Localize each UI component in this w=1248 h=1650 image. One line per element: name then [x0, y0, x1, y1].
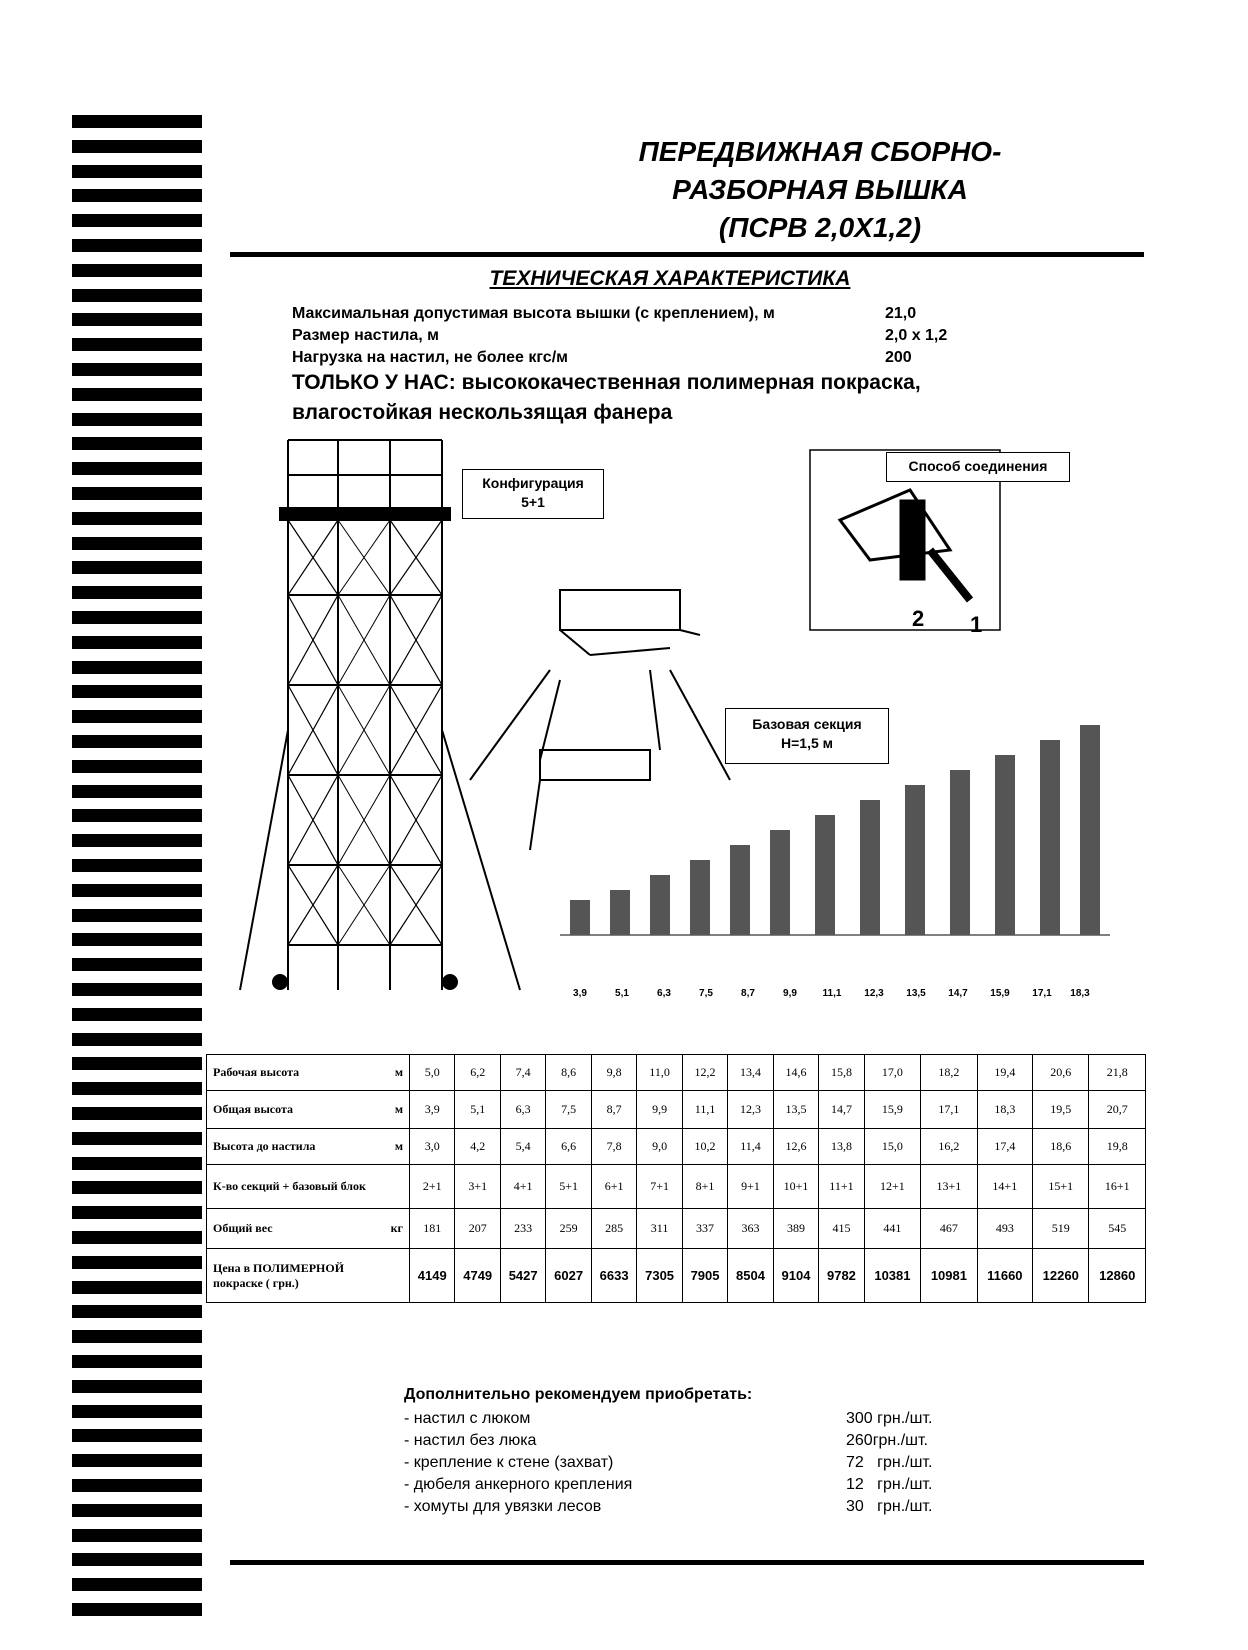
tower-height-label: 8,7: [741, 988, 755, 999]
stripe: [72, 1132, 202, 1145]
stripe: [72, 586, 202, 599]
stripe: [72, 388, 202, 401]
accessory-name: - настил без люка: [404, 1432, 537, 1449]
table-cell: 363: [728, 1209, 773, 1249]
table-cell: 12,2: [682, 1055, 727, 1091]
spec-value-height: 21,0: [885, 305, 917, 322]
table-cell: 11660: [977, 1249, 1032, 1303]
stripe: [72, 437, 202, 450]
table-cell: 18,2: [921, 1055, 977, 1091]
label-number-1: 1: [970, 612, 983, 637]
accessory-name: - дюбеля анкерного крепления: [404, 1476, 633, 1493]
table-cell: 17,0: [864, 1055, 920, 1091]
table-cell: 13,8: [819, 1129, 864, 1165]
stripe: [72, 760, 202, 773]
tall-tower-drawing: [240, 440, 520, 990]
table-cell: 9,8: [591, 1055, 636, 1091]
accessory-name: - хомуты для увязки лесов: [404, 1498, 602, 1515]
stripe: [72, 165, 202, 178]
tower-height-label: 5,1: [615, 988, 629, 999]
table-cell: 6027: [546, 1249, 591, 1303]
stripe: [72, 884, 202, 897]
scaffold-illustration: [230, 430, 1150, 1020]
stripe: [72, 1057, 202, 1070]
stripe: [72, 1008, 202, 1021]
accessory-name: - настил с люком: [404, 1410, 531, 1427]
stripe: [72, 710, 202, 723]
tower-height-label: 9,9: [783, 988, 797, 999]
accessory-price: 12 грн./шт.: [846, 1476, 933, 1493]
stripe: [72, 809, 202, 822]
table-cell: 13,5: [773, 1091, 818, 1129]
stripe: [72, 1231, 202, 1244]
stripe: [72, 636, 202, 649]
stripe: [72, 859, 202, 872]
stripe: [72, 785, 202, 798]
table-cell: 441: [864, 1209, 920, 1249]
table-row: [207, 1055, 1146, 1091]
table-cell: 10,2: [682, 1129, 727, 1165]
table-cell: 5,1: [455, 1091, 500, 1129]
decorative-stripes: [72, 115, 202, 1635]
spec-value-deck: 2,0 х 1,2: [885, 327, 948, 344]
stripe: [72, 189, 202, 202]
table-cell: 17,4: [977, 1129, 1032, 1165]
stripe: [72, 239, 202, 252]
row-label: Общая высота: [207, 1091, 384, 1129]
top-rule: [230, 252, 1144, 257]
table-cell: 6+1: [591, 1165, 636, 1209]
table-cell: 15+1: [1033, 1165, 1089, 1209]
label-number-2: 2: [912, 606, 925, 631]
section-drawing: [470, 590, 730, 850]
table-cell: 3,0: [410, 1129, 455, 1165]
stripe: [72, 1256, 202, 1269]
table-cell: 10381: [864, 1249, 920, 1303]
stripe: [72, 1578, 202, 1591]
row-unit: кг: [383, 1209, 410, 1249]
table-cell: 4149: [410, 1249, 455, 1303]
table-cell: 8+1: [682, 1165, 727, 1209]
clamp-drawing: [840, 490, 970, 600]
accessory-name: - крепление к стене (захват): [404, 1454, 614, 1471]
tower-height-label: 12,3: [864, 988, 884, 999]
table-cell: 14+1: [977, 1165, 1032, 1209]
table-cell: 18,6: [1033, 1129, 1089, 1165]
specs-table: [206, 1054, 1146, 1303]
stripe: [72, 735, 202, 748]
accessory-price: 30 грн./шт.: [846, 1498, 933, 1515]
table-cell: 9104: [773, 1249, 818, 1303]
stripe: [72, 1082, 202, 1095]
stripe: [72, 561, 202, 574]
stripe: [72, 1206, 202, 1219]
tower-height-label: 13,5: [906, 988, 926, 999]
table-cell: 2+1: [410, 1165, 455, 1209]
table-cell: 8504: [728, 1249, 773, 1303]
table-cell: 16+1: [1089, 1165, 1146, 1209]
stripe: [72, 611, 202, 624]
stripe: [72, 1529, 202, 1542]
title-line-1: ПЕРЕДВИЖНАЯ СБОРНО-: [638, 136, 1002, 167]
stripe: [72, 338, 202, 351]
tower-height-label: 14,7: [948, 988, 968, 999]
table-cell: 7,8: [591, 1129, 636, 1165]
stripe: [72, 958, 202, 971]
stripe: [72, 413, 202, 426]
config-caption: [462, 469, 604, 519]
table-row: [207, 1209, 1146, 1249]
table-cell: 11,0: [637, 1055, 682, 1091]
table-row: [207, 1165, 1146, 1209]
table-cell: 7905: [682, 1249, 727, 1303]
stripe: [72, 487, 202, 500]
table-cell: 3+1: [455, 1165, 500, 1209]
table-cell: 5+1: [546, 1165, 591, 1209]
tower-height-label: 17,1: [1032, 988, 1052, 999]
table-cell: 21,8: [1089, 1055, 1146, 1091]
table-cell: 9,9: [637, 1091, 682, 1129]
stripe: [72, 214, 202, 227]
table-cell: 545: [1089, 1209, 1146, 1249]
tower-height-label: 3,9: [573, 988, 587, 999]
stripe: [72, 1380, 202, 1393]
table-cell: 5,4: [500, 1129, 545, 1165]
table-cell: 7,4: [500, 1055, 545, 1091]
accessory-price: 72 грн./шт.: [846, 1454, 933, 1471]
table-cell: 10981: [921, 1249, 977, 1303]
table-cell: 12860: [1089, 1249, 1146, 1303]
title-line-3: (ПСРВ 2,0Х1,2): [718, 212, 922, 243]
table-cell: 11+1: [819, 1165, 864, 1209]
table-cell: 8,6: [546, 1055, 591, 1091]
stripe: [72, 1281, 202, 1294]
row-unit: м: [383, 1055, 410, 1091]
row-label: Цена в ПОЛИМЕРНОЙ покраске ( грн.): [207, 1249, 384, 1303]
table-cell: 6,2: [455, 1055, 500, 1091]
table-cell: 6,6: [546, 1129, 591, 1165]
stripe: [72, 1504, 202, 1517]
base-caption-line-2: Н=1,5 м: [781, 735, 833, 751]
tower-height-label: 7,5: [699, 988, 713, 999]
table-cell: 233: [500, 1209, 545, 1249]
table-cell: 7,5: [546, 1091, 591, 1129]
table-cell: 13,4: [728, 1055, 773, 1091]
table-cell: 259: [546, 1209, 591, 1249]
table-cell: 4,2: [455, 1129, 500, 1165]
table-cell: 15,8: [819, 1055, 864, 1091]
table-cell: 14,6: [773, 1055, 818, 1091]
table-cell: 19,4: [977, 1055, 1032, 1091]
row-label: Высота до настила: [207, 1129, 384, 1165]
table-cell: 13+1: [921, 1165, 977, 1209]
stripe: [72, 1305, 202, 1318]
table-cell: 9+1: [728, 1165, 773, 1209]
table-cell: 337: [682, 1209, 727, 1249]
table-cell: 16,2: [921, 1129, 977, 1165]
table-cell: 20,7: [1089, 1091, 1146, 1129]
stripe: [72, 909, 202, 922]
table-row: [207, 1091, 1146, 1129]
table-cell: 9,0: [637, 1129, 682, 1165]
table-cell: 12,3: [728, 1091, 773, 1129]
stripe: [72, 140, 202, 153]
stripe: [72, 1157, 202, 1170]
stripe: [72, 834, 202, 847]
accessories-heading: Дополнительно рекомендуем приобретать:: [404, 1386, 753, 1403]
config-caption-line-1: Конфигурация: [482, 475, 584, 491]
base-caption: [725, 708, 889, 764]
stripe: [72, 363, 202, 376]
table-cell: 415: [819, 1209, 864, 1249]
table-cell: 3,9: [410, 1091, 455, 1129]
table-cell: 181: [410, 1209, 455, 1249]
stripe: [72, 462, 202, 475]
stripe: [72, 1033, 202, 1046]
table-cell: 207: [455, 1209, 500, 1249]
spec-label-deck: Размер настила, м: [292, 327, 439, 344]
table-cell: 14,7: [819, 1091, 864, 1129]
stripe: [72, 512, 202, 525]
table-cell: 12,6: [773, 1129, 818, 1165]
stripe: [72, 1479, 202, 1492]
stripe: [72, 933, 202, 946]
tower-height-label: 18,3: [1070, 988, 1090, 999]
section-title: ТЕХНИЧЕСКАЯ ХАРАКТЕРИСТИКА: [489, 267, 851, 290]
table-cell: 12+1: [864, 1165, 920, 1209]
stripe: [72, 1603, 202, 1616]
stripe: [72, 1330, 202, 1343]
connection-caption: Способ соединения: [886, 452, 1070, 482]
config-caption-line-2: 5+1: [521, 494, 545, 510]
bottom-rule: [230, 1560, 1144, 1565]
tower-height-label: 11,1: [822, 988, 842, 999]
spec-label-load: Нагрузка на настил, не более кгс/м: [292, 349, 568, 366]
stripe: [72, 115, 202, 128]
table-cell: 15,9: [864, 1091, 920, 1129]
stripe: [72, 1107, 202, 1120]
table-cell: 17,1: [921, 1091, 977, 1129]
base-caption-line-1: Базовая секция: [752, 716, 862, 732]
table-cell: 7+1: [637, 1165, 682, 1209]
stripe: [72, 1355, 202, 1368]
stripe: [72, 1429, 202, 1442]
stripe: [72, 264, 202, 277]
table-cell: 15,0: [864, 1129, 920, 1165]
row-unit: [383, 1165, 410, 1209]
table-cell: 10+1: [773, 1165, 818, 1209]
stripe: [72, 537, 202, 550]
table-cell: 467: [921, 1209, 977, 1249]
table-cell: 7305: [637, 1249, 682, 1303]
stripe: [72, 1405, 202, 1418]
table-cell: 19,5: [1033, 1091, 1089, 1129]
tower-height-label: 6,3: [657, 988, 671, 999]
row-unit: м: [383, 1129, 410, 1165]
stripe: [72, 661, 202, 674]
table-cell: 285: [591, 1209, 636, 1249]
spec-label-height: Максимальная допустимая высота вышки (с креплением), м: [292, 305, 775, 322]
stripe: [72, 1181, 202, 1194]
table-cell: 311: [637, 1209, 682, 1249]
stripe: [72, 685, 202, 698]
table-cell: 6633: [591, 1249, 636, 1303]
accessory-price: 260грн./шт.: [846, 1432, 928, 1449]
table-row: [207, 1129, 1146, 1165]
row-label: Рабочая высота: [207, 1055, 384, 1091]
stripe: [72, 1454, 202, 1467]
table-cell: 12260: [1033, 1249, 1089, 1303]
row-unit: [383, 1249, 410, 1303]
table-cell: 5,0: [410, 1055, 455, 1091]
table-cell: 18,3: [977, 1091, 1032, 1129]
table-cell: 4749: [455, 1249, 500, 1303]
stripe: [72, 289, 202, 302]
table-row: [207, 1249, 1146, 1303]
spec-value-load: 200: [885, 349, 912, 366]
table-cell: 389: [773, 1209, 818, 1249]
accessory-price: 300 грн./шт.: [846, 1410, 933, 1427]
table-cell: 5427: [500, 1249, 545, 1303]
table-cell: 493: [977, 1209, 1032, 1249]
table-cell: 11,4: [728, 1129, 773, 1165]
row-label: Общий вес: [207, 1209, 384, 1249]
stripe: [72, 313, 202, 326]
table-cell: 19,8: [1089, 1129, 1146, 1165]
stripe: [72, 983, 202, 996]
table-cell: 8,7: [591, 1091, 636, 1129]
table-cell: 6,3: [500, 1091, 545, 1129]
row-label: К-во секций + базовый блок: [207, 1165, 384, 1209]
stripe: [72, 1553, 202, 1566]
row-unit: м: [383, 1091, 410, 1129]
tower-height-label: 15,9: [990, 988, 1010, 999]
table-cell: 20,6: [1033, 1055, 1089, 1091]
title-line-2: РАЗБОРНАЯ ВЫШКА: [672, 174, 968, 205]
table-cell: 11,1: [682, 1091, 727, 1129]
table-cell: 519: [1033, 1209, 1089, 1249]
table-cell: 4+1: [500, 1165, 545, 1209]
promo-line-1: ТОЛЬКО У НАС: высококачественная полимерная покраска,: [292, 371, 921, 394]
promo-line-2: влагостойкая нескользящая фанера: [292, 401, 673, 424]
table-cell: 9782: [819, 1249, 864, 1303]
